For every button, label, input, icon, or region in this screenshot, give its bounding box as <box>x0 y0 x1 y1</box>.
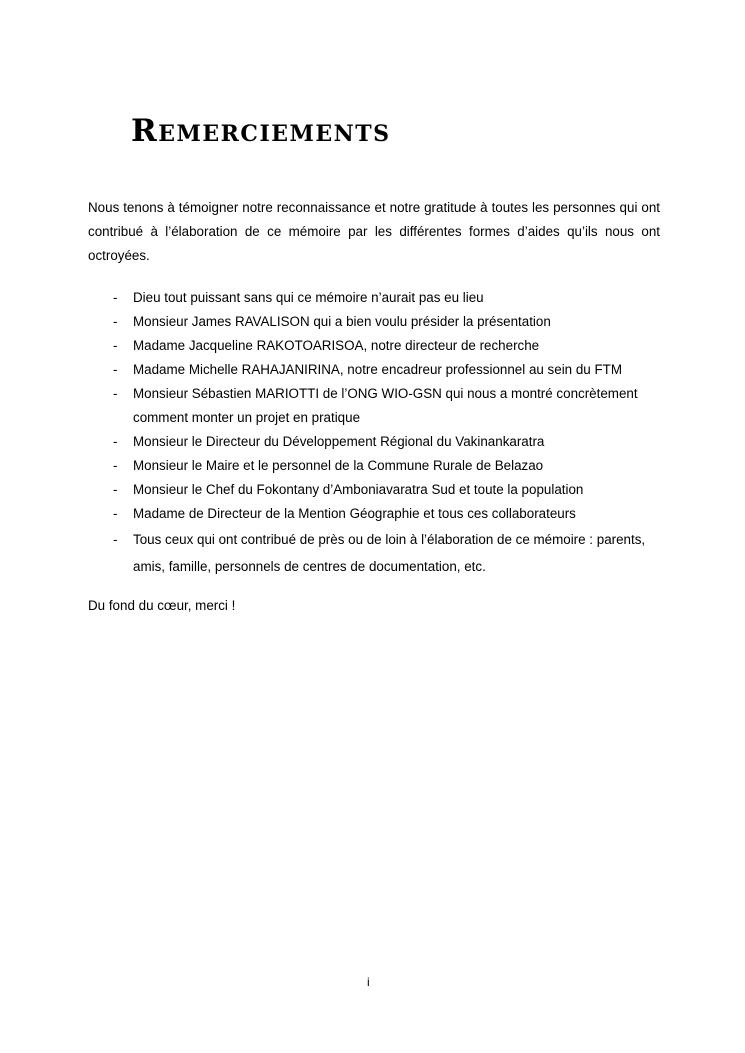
list-item-text: Madame de Directeur de la Mention Géographie et tous ces collaborateurs <box>133 506 576 521</box>
list-item <box>88 478 660 502</box>
list-item <box>88 358 660 382</box>
list-item <box>88 382 660 430</box>
list-item-text: Madame Jacqueline RAKOTOARISOA, notre directeur de recherche <box>133 338 540 353</box>
list-item-text: Tous ceux qui ont contribué de près ou de loin à l’élaboration de ce mémoire : parents, amis, famille, personnels de centres de documentation, etc. <box>133 532 646 574</box>
list-item-text: Monsieur Sébastien MARIOTTI de l’ONG WIO-GSN qui nous a montré concrètement comment monter un projet en pratique <box>133 386 638 425</box>
list-item <box>88 526 660 580</box>
list-item <box>88 430 660 454</box>
list-item-text: Madame Michelle RAHAJANIRINA, notre encadreur professionnel au sein du FTM <box>133 362 622 377</box>
list-item <box>88 454 660 478</box>
list-item-text: Monsieur le Maire et le personnel de la Commune Rurale de Belazao <box>133 458 544 473</box>
list-item-text: Monsieur le Chef du Fokontany d’Amboniavaratra Sud et toute la population <box>133 482 584 497</box>
bullet-dash: - <box>113 434 118 449</box>
bullet-dash: - <box>113 532 118 547</box>
list-item <box>88 310 660 334</box>
page-title: Remerciements <box>131 113 391 149</box>
bullet-dash: - <box>113 458 118 473</box>
bullet-dash: - <box>113 290 118 305</box>
bullet-dash: - <box>113 362 118 377</box>
list-item-text: Monsieur le Directeur du Développement Régional du Vakinankaratra <box>133 434 545 449</box>
bullet-dash: - <box>113 482 118 497</box>
list-item <box>88 334 660 358</box>
bullet-dash: - <box>113 506 118 521</box>
closing-line: Du fond du cœur, merci ! <box>88 598 236 613</box>
intro-paragraph: Nous tenons à témoigner notre reconnaissance et notre gratitude à toutes les personnes qui ont contribué à l’élaboration de ce mémoire par les différentes formes d’aides qu’ils nous ont octroyées. <box>88 200 660 263</box>
bullet-dash: - <box>113 338 118 353</box>
list-item <box>88 502 660 526</box>
page-number: i <box>367 975 370 989</box>
list-item-text: Monsieur James RAVALISON qui a bien voulu présider la présentation <box>133 314 551 329</box>
bullet-dash: - <box>113 386 118 401</box>
acknowledgements-list <box>88 286 660 580</box>
list-item-text: Dieu tout puissant sans qui ce mémoire n’aurait pas eu lieu <box>133 290 484 305</box>
bullet-dash: - <box>113 314 118 329</box>
list-item <box>88 286 660 310</box>
